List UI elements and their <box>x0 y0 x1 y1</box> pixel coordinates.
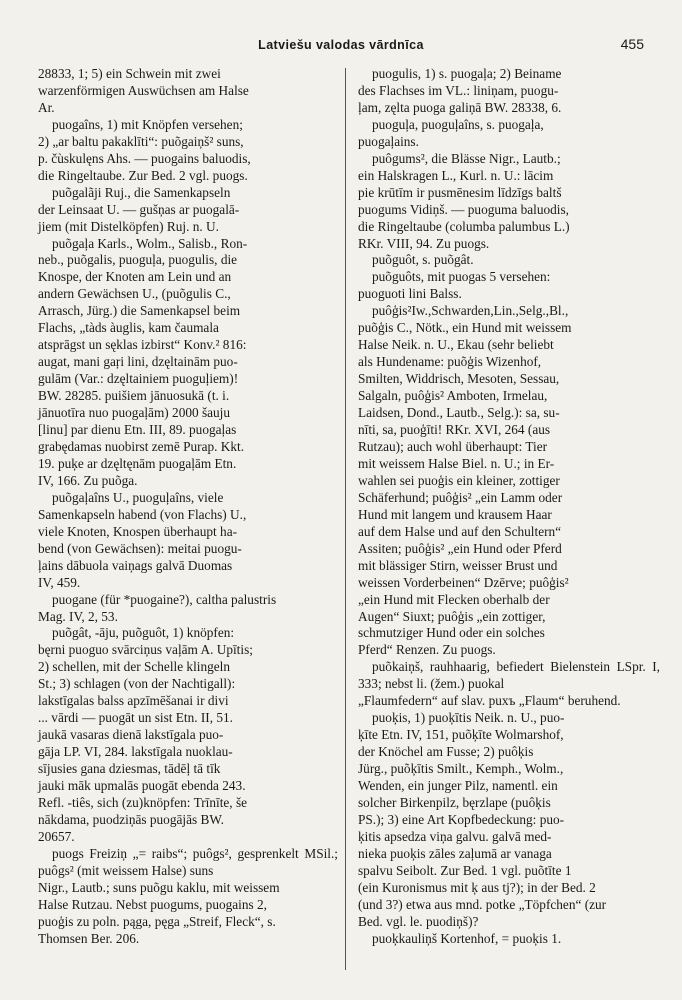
entry-text: puõkaiņš, rauhhaarig, befiedert Bielenstein LSpr. I, 333; nebst li. (žem.) puokal „Flaumfedern“ auf slav. puxъ „Flaum“ beruhend. <box>358 659 660 709</box>
entry-text: puôģis²Iw.,Schwarden,Lin.,Selg.,Bl., puõģis C., Nötk., ein Hund mit weissem Halse Neik. n. U., Ekau (sehr beliebt als Hundename: puõģis Wizenhof, Smilten, Widdrisch, Mesoten, Sessau, Salgaln, puôģis² Amboten, Irmelau, Laidsen, Dond., Lautb., Selg.): sa, su- nīti, sa, puoģīti! RKr. XVI, 264 (aus Rutzau); auch wohl überhaupt: Tier mit weissem Halse Biel. n. U.; in Er- wahlen sei puoģis ein kleiner, zottiger Schäferhund; puôģis² „ein Lamm oder Hund mit langem und krausem Haar auf dem Halse und auf den Schultern“ Assiten; puôģis² „ein Hund oder Pferd mit blässiger Stirn, weisser Brust und weissen Vorderbeinen“ Dzērve; puôģis² „ein Hund mit Flecken oberhalb der Augen“ Siuxt; puôģis „ein zottiger, schmutziger Hund oder ein solches Pferd“ Renzen. Zu puogs. <box>358 303 572 658</box>
dictionary-entry <box>38 625 338 845</box>
running-header <box>30 38 652 60</box>
entry-text: puogane (für *puogaine?), caltha palustris Mag. IV, 2, 53. <box>38 591 277 624</box>
dictionary-entry <box>38 236 338 490</box>
dictionary-entry <box>38 185 338 236</box>
entry-text: puogs Freiziņ „= raibs“; puôgs², gesprenkelt MSil.; puôgs² (mit weissem Halse) suns Nigr., Lautb.; suns puõgu kaklu, mit weissem Halse Rutzau. Nebst puogums, puogains 2, puoģis zu poln. pąga, pęga „Streif, Fleck“, s. Thomsen Ber. 206. <box>38 845 338 946</box>
left-column <box>38 66 338 948</box>
page-number: 455 <box>620 36 644 52</box>
entry-text: puoķkauliņš Kortenhof, = puoķis 1. <box>372 930 562 946</box>
entry-text: 28833, 1; 5) ein Schwein mit zwei warzenförmigen Auswüchsen am Halse Ar. <box>38 66 249 115</box>
dictionary-entry <box>358 710 660 930</box>
dictionary-entry <box>358 931 660 948</box>
dictionary-entry <box>358 303 660 659</box>
entry-text: puõguôts, mit puogas 5 versehen: puoguoti lini Balss. <box>358 269 551 302</box>
column-divider <box>345 68 346 970</box>
dictionary-entry <box>358 252 660 269</box>
dictionary-entry <box>358 269 660 303</box>
entry-text: puõgaļaîns U., puoguļaîns, viele Samenkapseln habend (von Flachs) U., viele Knoten, Knospen überhaupt ha- bend (von Gewächsen): meitai puogu- ļains dābuola vaiņags galvā Duomas IV, 459. <box>38 489 247 590</box>
entry-text: puoķis, 1) puoķītis Neik. n. U., puo- ķīte Etn. IV, 151, puõķīte Wolmarshof, der Knöchel am Fusse; 2) puôķis Jürg., puõķītis Smilt., Kemph., Wolm., Wenden, ein junger Pilz, namentl. ein solcher Birkenpilz, bęrzlape (puôķis PS.); 3) eine Art Kopfbedeckung: puo- ķitis apsedza viņa galvu. galvā med- nieka puoķis zāles zaļumā ar vanaga spalvu Seibolt. Zur Bed. 1 vgl. puõtīte 1 (ein Kuronismus mit ķ aus tj?); in der Bed. 2 (und 3?) etwa aus mnd. potke „Töpfchen“ (zur Bed. vgl. le. puodiņš)? <box>358 710 607 929</box>
dictionary-entry <box>38 117 338 185</box>
right-column <box>358 66 660 948</box>
entry-text: puogaîns, 1) mit Knöpfen versehen; 2) „ar baltu pakaklīti“: puõgaiņš² suns, p. čùskulęns Ahs. — puogains baluodis, die Ringeltaube. Zur Bed. 2 vgl. puogs. <box>38 116 251 183</box>
dictionary-entry <box>358 66 660 117</box>
dictionary-entry <box>38 66 338 117</box>
entry-text: puogulis, 1) s. puogaļa; 2) Beiname des Flachses im VL.: liniņam, puogu- ļam, zęlta puoga galiņā BW. 28338, 6. <box>358 66 562 115</box>
dictionary-entry <box>358 151 660 253</box>
dictionary-entry <box>358 117 660 151</box>
entry-text: puõguôt, s. puõgât. <box>372 252 474 268</box>
page-title: Latviešu valodas vārdnīca <box>258 38 424 52</box>
dictionary-entry <box>38 846 338 948</box>
entry-text: puõgalãji Ruj., die Samenkapseln der Leinsaat U. — gušņas ar puogalā- jiem (mit Distelköpfen) Ruj. n. U. <box>38 184 240 234</box>
entry-text: puõgât, -āju, puõguôt, 1) knöpfen: bęrni puoguo svārciņus vaļām A. Upītis; 2) schellen, mit der Schelle klingeln St.; 3) schlagen (von der Nachtigall): lakstīgalas balss apzīmēšanai ir divi ... vārdi — puogāt un sist Etn. II, 51. jaukā vasaras dienā lakstīgala puo- gāja LP. VI, 284. lakstīgala nuoklau- sījusies gana dziesmas, tādēļ tā tīk jauki māk upmalās puogāt ebenda 243. Refl. -tiês, sich (zu)knöpfen: Trīnīte, še nākdama, puodziņās puogājās BW. 20657. <box>38 625 253 844</box>
entry-text: puôgums², die Blässe Nigr., Lautb.; ein Halskragen L., Kurl. n. U.: lācim pie krūtīm ir pusmēnesim līdzīgs baltš puogums Vidiņš. — puoguma baluodis, die Ringeltaube (columba palumbus L.) RKr. VIII, 94. Zu puogs. <box>358 150 570 251</box>
dictionary-entry <box>38 490 338 592</box>
dictionary-entry <box>358 659 660 710</box>
dictionary-entry <box>38 592 338 626</box>
entry-text: puõgaļa Karls., Wolm., Salisb., Ron- neb., puõgalis, puoguļa, puogulis, die Knospe, der Knoten am Lein und an andern Gewächsen U., (puõgulis C., Arrasch, Jürg.) die Samenkapsel beim Flachs, „tàds àuglis, kam čaumala atsprāgst un sęklas izbirst“ Konv.² 816: augat, mani gaŗi lini, dzęltainām puo- gulām (Var.: dzęltainiem puoguļiem)! BW. 28285. puišiem jānuosukā (t. i. jānuotīrа nuo puogaļām) 2000 šauju [linu] par dienu Etn. III, 89. puogaļas grabędamas nuobirst zemē Purap. Kkt. 19. puķe ar dzęltęnām puogaļām Etn. IV, 166. Zu puõga. <box>38 235 248 488</box>
entry-text: puoguļa, puoguļaîns, s. puogaļa, puogaļains. <box>358 116 544 149</box>
